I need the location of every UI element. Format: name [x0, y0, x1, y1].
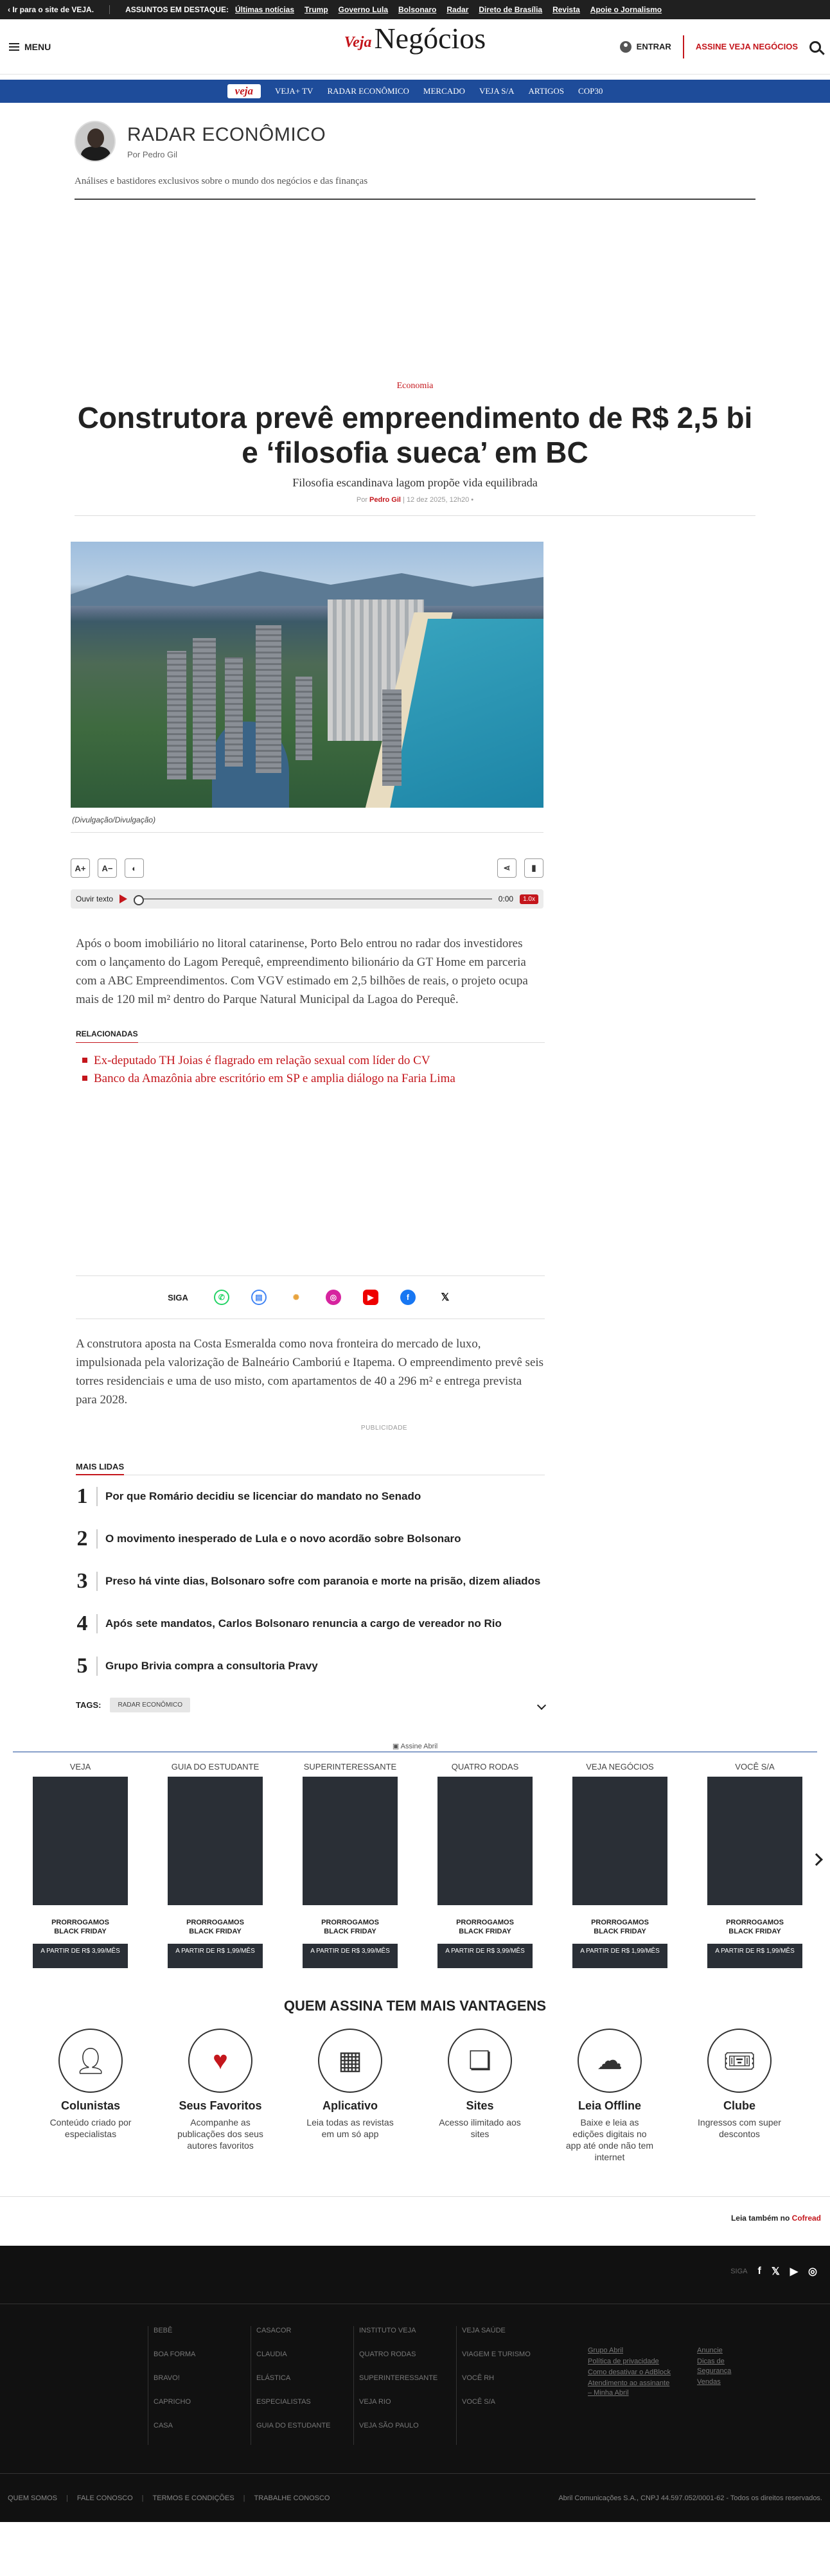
footer-link[interactable]: ELÁSTICA [256, 2374, 291, 2382]
footer-link[interactable]: GUIA DO ESTUDANTE [256, 2422, 331, 2429]
most-read-link[interactable]: Após sete mandatos, Carlos Bolsonaro renuncia a cargo de vereador no Rio [105, 1617, 502, 1630]
magazine-card[interactable] [687, 1759, 822, 1968]
topic-link[interactable]: Apoie o Jornalismo [590, 5, 662, 14]
footer-link[interactable]: SUPERINTERESSANTE [359, 2374, 438, 2382]
benefit-item [35, 2029, 146, 2163]
column-author: Por Pedro Gil [127, 149, 178, 159]
article-paragraph: Após o boom imobiliário no litoral catarinense, Porto Belo entrou no radar dos investidores com o lançamento do Lagom Perequê, empreendimento bilionário da GT Home em parceria com a ABC Empreendimentos. Com VGV estimado em 2,5 bilhões de reais, o projeto ocupa mais de 120 mil m² dentro do Parque Natural Municipal da Lagoa do Perequê. [76, 937, 528, 1006]
benefit-title: Leia Offline [578, 2099, 641, 2112]
footer-link[interactable]: Grupo Abril [588, 2347, 624, 2354]
tags-bar [76, 1698, 545, 1712]
topic-link[interactable]: Últimas notícias [234, 5, 294, 14]
article-category[interactable]: Economia [396, 381, 434, 391]
benefit-description: Baixe e leia as edições digitais no app até onde não tem internet [565, 2117, 654, 2162]
topic-link[interactable]: Direto de Brasília [479, 5, 543, 14]
subscribe-price-button[interactable]: A PARTIR DE R$ 1,99/MÊS [707, 1944, 802, 1968]
footer-bottom-link[interactable]: | TRABALHE CONOSCO [243, 2494, 330, 2502]
cofread-logo[interactable]: Cofread [791, 2214, 821, 2223]
magazine-card[interactable] [13, 1759, 148, 1968]
follow-bar [76, 1275, 545, 1319]
column-title[interactable]: RADAR ECONÔMICO [127, 123, 326, 145]
columnist-icon: 👤︎ [58, 2029, 123, 2093]
most-read-item[interactable] [76, 1475, 545, 1518]
benefit-description: Leia todas as revistas em um só app [306, 2117, 394, 2139]
search-icon[interactable] [809, 41, 821, 53]
benefit-title: Aplicativo [322, 2099, 378, 2112]
benefit-title: Colunistas [60, 2099, 120, 2112]
related-title: RELACIONADAS [76, 1029, 138, 1043]
magazine-name: VEJA NEGÓCIOS [586, 1761, 654, 1772]
footer-bottom-link[interactable]: QUEM SOMOS [8, 2494, 58, 2502]
x-icon[interactable]: 𝕏 [437, 1290, 453, 1305]
avatar[interactable] [75, 121, 116, 162]
most-read-link[interactable]: O movimento inesperado de Lula e o novo acordão sobre Bolsonaro [105, 1532, 461, 1545]
offline-cloud-icon: ☁ [578, 2029, 642, 2093]
topics-label: ASSUNTOS EM DESTAQUE: [125, 5, 229, 14]
subscribe-price-button[interactable]: A PARTIR DE R$ 3,99/MÊS [303, 1944, 398, 1968]
facebook-icon[interactable]: f [400, 1290, 416, 1305]
rank-number: 2 [76, 1527, 88, 1550]
whatsapp-icon[interactable]: ✆ [214, 1290, 229, 1305]
most-read-link[interactable]: Grupo Brivia compra a consultoria Pravy [105, 1660, 318, 1672]
article-paragraph: A construtora aposta na Costa Esmeralda como nova fronteira do mercado de luxo, impulsionada pela valorização de Balneário Camboriú e Itapema. O empreendimento prevê seis torres residenciais e uma de uso misto, com apartamentos de 40 a 296 m² e entrega prevista para 2028. [76, 1337, 544, 1407]
topic-link[interactable]: Bolsonaro [398, 5, 437, 14]
audio-player-label: Ouvir texto [76, 894, 114, 903]
magazine-name: GUIA DO ESTUDANTE [171, 1761, 260, 1772]
magazine-cover[interactable] [168, 1777, 263, 1905]
ticket-icon: 🎟︎ [707, 2029, 772, 2093]
footer-link[interactable]: VEJA RIO [359, 2398, 391, 2406]
magazine-promo: PRORROGAMOS BLACK FRIDAY [51, 1919, 109, 1935]
youtube-icon[interactable]: ▶ [363, 1290, 378, 1305]
magazine-cover[interactable] [303, 1777, 398, 1905]
copyright: Abril Comunicações S.A., CNPJ 44.597.052/0001-62 - Todos os direitos reservados. [558, 2494, 822, 2502]
image-caption: (Divulgação/Divulgação) [72, 815, 156, 824]
magazine-name: SUPERINTERESSANTE [303, 1761, 397, 1772]
subscribe-link[interactable]: ASSINE VEJA NEGÓCIOS [695, 42, 798, 51]
footer-link[interactable]: QUATRO RODAS [359, 2350, 416, 2358]
youtube-icon[interactable]: ▶ [790, 2266, 799, 2277]
divider [75, 515, 755, 516]
topic-link[interactable]: Radar [446, 5, 469, 14]
footer-link[interactable]: INSTITUTO VEJA [359, 2327, 416, 2334]
related-link[interactable] [82, 1052, 545, 1070]
footer-column [353, 2326, 456, 2445]
magazine-promo: PRORROGAMOS BLACK FRIDAY [186, 1919, 244, 1935]
magazine-name: VOCÊ S/A [735, 1761, 775, 1772]
footer-bottom-link[interactable]: | FALE CONOSCO [66, 2494, 133, 2502]
footer-link[interactable]: VIAGEM E TURISMO [462, 2350, 531, 2358]
column-header [75, 121, 755, 200]
magazine-cover[interactable] [572, 1777, 667, 1905]
app-icon: ▦ [318, 2029, 382, 2093]
magazine-promo: PRORROGAMOS BLACK FRIDAY [321, 1919, 379, 1935]
footer-link[interactable]: Anuncie [697, 2347, 723, 2354]
author-link[interactable]: Pedro Gil [369, 496, 401, 504]
magazine-name: QUATRO RODAS [451, 1761, 519, 1772]
magazine-carousel [0, 1759, 830, 1968]
most-read-item[interactable] [76, 1645, 545, 1687]
topic-link[interactable]: Revista [552, 5, 580, 14]
nav-item-veja-tv[interactable]: VEJA+ TV [274, 86, 313, 96]
article-meta: Por Pedro Gil | 12 dez 2025, 12h20 • [356, 496, 474, 504]
subscribe-price-button[interactable]: A PARTIR DE R$ 1,99/MÊS [168, 1944, 263, 1968]
menu-button[interactable] [9, 42, 51, 52]
instagram-icon[interactable]: ◎ [808, 2266, 817, 2277]
footer-link[interactable]: Dicas de Segurança [697, 2358, 732, 2375]
nav-item-veja[interactable]: veja [227, 84, 261, 98]
related-link[interactable] [82, 1070, 545, 1088]
benefits-list [0, 2029, 830, 2163]
font-decrease-button[interactable]: A− [98, 858, 117, 878]
tags-label: TAGS: [76, 1700, 102, 1710]
footer-link[interactable]: BEBÊ [154, 2327, 173, 2334]
benefits-title: QUEM ASSINA TEM MAIS VANTAGENS [283, 1998, 547, 2014]
login-label: ENTRAR [636, 42, 671, 51]
column-description: Análises e bastidores exclusivos sobre o mundo dos negócios e das finanças [75, 176, 368, 186]
playback-speed-button[interactable]: 1.0x [520, 894, 538, 904]
rank-number: 5 [76, 1654, 88, 1678]
rank-number: 1 [76, 1484, 88, 1508]
benefit-title: Seus Favoritos [179, 2099, 262, 2112]
most-read-title: MAIS LIDAS [76, 1462, 124, 1475]
topic-link[interactable]: Governo Lula [338, 5, 389, 14]
related-link-label[interactable]: Ex-deputado TH Joias é flagrado em relação sexual com líder do CV [94, 1054, 430, 1067]
footer-link[interactable]: Vendas [697, 2378, 721, 2386]
article-date: 12 dez 2025, 12h20 [406, 496, 470, 504]
footer-link[interactable]: BOA FORMA [154, 2350, 196, 2358]
assine-abril-banner[interactable]: ▣ Assine Abril [392, 1743, 438, 1750]
rank-number: 3 [76, 1569, 88, 1593]
most-read-link[interactable]: Preso há vinte dias, Bolsonaro sofre com paranoia e morte na prisão, dizem aliados [105, 1575, 541, 1587]
site-logo[interactable] [344, 22, 486, 55]
divider [71, 832, 543, 833]
favorites-icon: ♥ [188, 2029, 252, 2093]
top-bar [0, 0, 830, 19]
most-read [76, 1461, 545, 1687]
audio-time: 0:00 [498, 894, 514, 903]
contrast-icon[interactable]: ◐ [125, 858, 144, 878]
bookmark-icon[interactable]: ▮ [524, 858, 543, 878]
section-nav [0, 80, 830, 103]
benefit-item [425, 2029, 535, 2163]
benefit-description: Acompanhe as publicações dos seus autores favoritos [177, 2117, 263, 2151]
benefit-item [165, 2029, 276, 2163]
benefit-item [295, 2029, 405, 2163]
footer-link[interactable]: VEJA SÃO PAULO [359, 2422, 419, 2429]
most-read-item[interactable] [76, 1603, 545, 1645]
footer-column [251, 2326, 353, 2445]
nav-item-veja-sa[interactable]: VEJA S/A [479, 86, 515, 96]
article-tools [71, 858, 543, 878]
footer-link[interactable]: BRAVO! [154, 2374, 180, 2382]
apple-news-icon[interactable]: ✺ [288, 1290, 304, 1305]
article-title: Construtora prevê empreendimento de R$ 2,5 bi e ‘filosofia sueca’ em BC [77, 401, 753, 469]
most-read-item[interactable] [76, 1518, 545, 1560]
menu-label: MENU [24, 41, 51, 52]
follow-label: SIGA [168, 1292, 188, 1302]
most-read-item[interactable] [76, 1560, 545, 1603]
user-icon [620, 41, 631, 53]
read-also [0, 2214, 821, 2223]
footer-link[interactable]: CASA [154, 2422, 173, 2429]
nav-item-radar-economico[interactable]: RADAR ECONÔMICO [327, 86, 409, 96]
benefit-item [684, 2029, 795, 2163]
benefit-title: Sites [466, 2099, 494, 2112]
rank-number: 4 [76, 1612, 88, 1635]
footer-link[interactable]: VEJA SAÚDE [462, 2327, 506, 2334]
subscribe-price-button[interactable]: A PARTIR DE R$ 3,99/MÊS [437, 1944, 533, 1968]
benefit-description: Ingressos com super descontos [698, 2117, 781, 2139]
back-link-label[interactable]: Ir para o site de VEJA. [12, 5, 94, 14]
footer-bottom-link[interactable]: | TERMOS E CONDIÇÕES [142, 2494, 234, 2502]
subscribe-price-button[interactable]: A PARTIR DE R$ 1,99/MÊS [572, 1944, 667, 1968]
article-hero-image [71, 542, 543, 808]
benefit-title: Clube [723, 2099, 755, 2112]
most-read-link[interactable]: Por que Romário decidiu se licenciar do mandato no Senado [105, 1490, 421, 1502]
magazine-name: VEJA [69, 1761, 91, 1772]
read-also-label: Leia também no [730, 2214, 790, 2223]
footer-link[interactable]: Como desativar o AdBlock [588, 2368, 671, 2376]
hamburger-icon [9, 43, 19, 51]
instagram-icon[interactable]: ◎ [326, 1290, 341, 1305]
site-footer [0, 2246, 830, 2522]
subscribe-price-button[interactable]: A PARTIR DE R$ 3,99/MÊS [33, 1944, 128, 1968]
benefit-description: Acesso ilimitado aos sites [439, 2117, 521, 2139]
magazine-promo: PRORROGAMOS BLACK FRIDAY [726, 1919, 784, 1935]
divider [0, 2196, 830, 2197]
magazine-cover[interactable] [707, 1777, 802, 1905]
benefit-description: Conteúdo criado por especialistas [49, 2117, 132, 2139]
nav-item-mercado[interactable]: MERCADO [423, 86, 465, 96]
facebook-icon[interactable]: f [757, 2266, 761, 2277]
topic-link[interactable]: Trump [305, 5, 328, 14]
related-link-label[interactable]: Banco da Amazônia abre escritório em SP e amplia diálogo na Faria Lima [94, 1072, 455, 1085]
audio-player [71, 889, 543, 909]
chevron-down-icon[interactable] [537, 1700, 546, 1709]
divider [109, 5, 110, 14]
play-icon[interactable] [119, 894, 127, 903]
audio-progress-slider[interactable] [134, 898, 492, 900]
divider [683, 35, 684, 58]
magazine-promo: PRORROGAMOS BLACK FRIDAY [591, 1919, 649, 1935]
footer-link[interactable]: CAPRICHO [154, 2398, 191, 2406]
footer-link[interactable]: CASACOR [256, 2327, 292, 2334]
magazine-promo: PRORROGAMOS BLACK FRIDAY [456, 1919, 514, 1935]
footer-follow-label: SIGA [730, 2268, 748, 2275]
footer-link[interactable]: Atendimento ao assinante – Minha Abril [588, 2379, 670, 2397]
benefit-item [554, 2029, 665, 2163]
magazine-card[interactable] [148, 1759, 283, 1968]
tag-chip[interactable]: RADAR ECONÔMICO [110, 1698, 190, 1712]
nav-item-artigos[interactable]: ARTIGOS [528, 86, 565, 96]
sites-icon: ❏ [448, 2029, 512, 2093]
login-button[interactable] [620, 41, 671, 53]
footer-link[interactable]: ESPECIALISTAS [256, 2398, 311, 2406]
magazine-card[interactable] [283, 1759, 418, 1968]
footer-column [456, 2326, 559, 2445]
logo-negocios: Negócios [374, 22, 486, 55]
font-increase-button[interactable]: A+ [71, 858, 90, 878]
google-news-icon[interactable]: ▤ [251, 1290, 267, 1305]
nav-item-cop30[interactable]: COP30 [578, 86, 603, 96]
back-link[interactable]: ‹ Ir para o site de VEJA. [8, 5, 94, 14]
site-header [0, 19, 830, 75]
share-icon[interactable]: ⋖ [497, 858, 517, 878]
footer-link[interactable]: CLAUDIA [256, 2350, 287, 2358]
byline-label: Por [356, 496, 367, 504]
article-subtitle: Filosofia escandinava lagom propõe vida equilibrada [292, 476, 538, 489]
magazine-cover[interactable] [437, 1777, 533, 1905]
magazine-cover[interactable] [33, 1777, 128, 1905]
footer-link[interactable]: VOCÊ S/A [462, 2398, 495, 2406]
assine-abril-label: Assine Abril [400, 1743, 438, 1750]
magazine-card[interactable] [552, 1759, 687, 1968]
ad-label: PUBLICIDADE [360, 1425, 408, 1432]
footer-link[interactable]: VOCÊ RH [462, 2374, 495, 2382]
logo-veja: Veja [344, 34, 372, 51]
footer-link[interactable]: Política de privacidade [588, 2358, 659, 2365]
related-box [76, 1028, 545, 1088]
footer-column [148, 2326, 251, 2445]
magazine-card[interactable] [418, 1759, 552, 1968]
x-icon[interactable]: 𝕏 [771, 2266, 780, 2277]
